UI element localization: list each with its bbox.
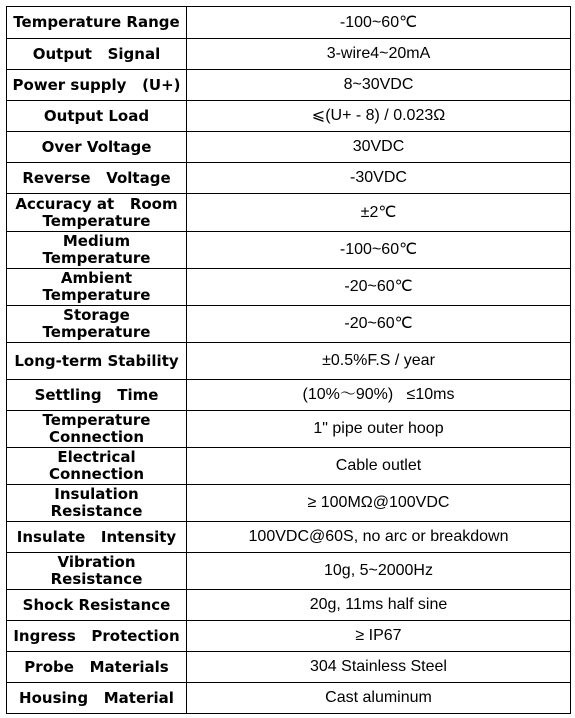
spec-value: Cast aluminum [187, 683, 571, 714]
spec-value: 3-wire4~20mA [187, 39, 571, 70]
spec-label: Electrical Connection [7, 448, 187, 485]
spec-value: Cable outlet [187, 448, 571, 485]
table-row [7, 70, 571, 101]
table-row [7, 411, 571, 448]
table-row [7, 590, 571, 621]
table-row [7, 683, 571, 714]
table-row [7, 163, 571, 194]
spec-value: -100~60℃ [187, 232, 571, 269]
table-row [7, 553, 571, 590]
spec-label: Insulate Intensity [7, 522, 187, 553]
spec-label: Insulation Resistance [7, 485, 187, 522]
specification-table [6, 6, 571, 714]
spec-label: Vibration Resistance [7, 553, 187, 590]
spec-value: 8~30VDC [187, 70, 571, 101]
table-row [7, 448, 571, 485]
table-row [7, 269, 571, 306]
spec-label: Ingress Protection [7, 621, 187, 652]
table-row [7, 39, 571, 70]
spec-label: Probe Materials [7, 652, 187, 683]
spec-value: ⩽(U+ - 8) / 0.023Ω [187, 101, 571, 132]
spec-value: 304 Stainless Steel [187, 652, 571, 683]
spec-label: Settling Time [7, 380, 187, 411]
spec-label: Storage Temperature [7, 306, 187, 343]
spec-label: Output Load [7, 101, 187, 132]
spec-value: -20~60℃ [187, 269, 571, 306]
spec-value: -20~60℃ [187, 306, 571, 343]
spec-value: 1" pipe outer hoop [187, 411, 571, 448]
spec-value: -100~60℃ [187, 7, 571, 39]
spec-value: 100VDC@60S, no arc or breakdown [187, 522, 571, 553]
table-row [7, 194, 571, 232]
spec-label: Output Signal [7, 39, 187, 70]
spec-label: Housing Material [7, 683, 187, 714]
table-row [7, 522, 571, 553]
spec-label: Long-term Stability [7, 343, 187, 380]
table-row [7, 380, 571, 411]
table-row [7, 101, 571, 132]
spec-value: ±2℃ [187, 194, 571, 232]
table-row [7, 306, 571, 343]
spec-label: Ambient Temperature [7, 269, 187, 306]
spec-value: ≥ 100MΩ@100VDC [187, 485, 571, 522]
spec-value: -30VDC [187, 163, 571, 194]
table-row [7, 132, 571, 163]
table-row [7, 343, 571, 380]
spec-value: 10g, 5~2000Hz [187, 553, 571, 590]
spec-label: Over Voltage [7, 132, 187, 163]
table-row [7, 232, 571, 269]
table-row [7, 485, 571, 522]
spec-value: 20g, 11ms half sine [187, 590, 571, 621]
table-row [7, 7, 571, 39]
spec-label: Accuracy at Room Temperature [7, 194, 187, 232]
spec-value: (10%～90%) ≤10ms [187, 380, 571, 411]
spec-value: ±0.5%F.S / year [187, 343, 571, 380]
spec-value: 30VDC [187, 132, 571, 163]
spec-label: Temperature Range [7, 7, 187, 39]
spec-label: Reverse Voltage [7, 163, 187, 194]
table-row [7, 652, 571, 683]
spec-label: Medium Temperature [7, 232, 187, 269]
spec-label: Power supply (U+) [7, 70, 187, 101]
spec-label: Shock Resistance [7, 590, 187, 621]
spec-label: Temperature Connection [7, 411, 187, 448]
spec-value: ≥ IP67 [187, 621, 571, 652]
table-row [7, 621, 571, 652]
